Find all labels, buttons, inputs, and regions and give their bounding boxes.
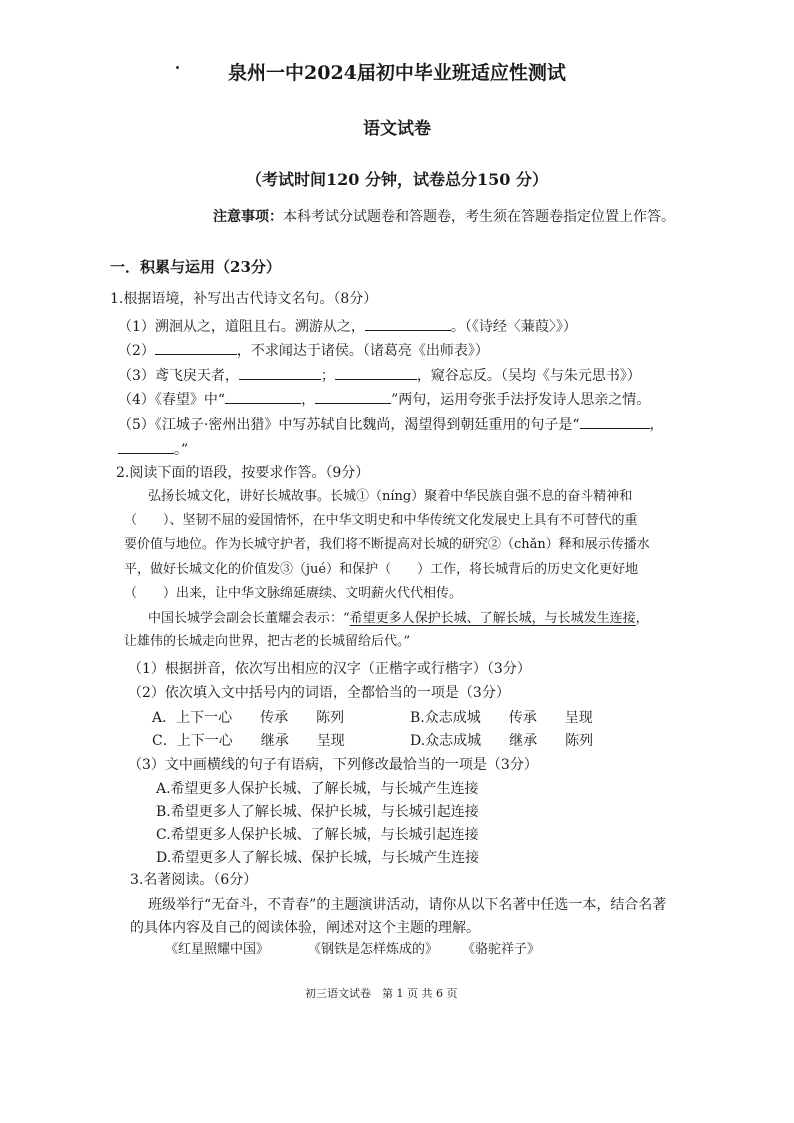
q2-passage-line: 要价值与地位。作为长城守护者，我们将不断提高对长城的研究②（chǎn）释和展示传播水 [124,537,650,552]
q1-line-3: （3）鸢飞戾天者， ； ，窥谷忘反。（吴均《与朱元思书》） [118,365,641,385]
q2-stem: 2.阅读下面的语段，按要求作答。（9分） [116,465,370,481]
q2-option-d: D.众志成城 继承 陈列 [410,733,594,749]
q2-sub3-option-b: B.希望更多人了解长城、保护长城，与长城引起连接 [156,804,479,820]
q2-option-b: B.众志成城 传承 呈现 [410,710,593,726]
answer-blank[interactable] [335,365,417,380]
q2-sub3-option-c: C.希望更多人保护长城、了解长城，与长城引起连接 [156,827,479,843]
answer-blank[interactable] [365,316,451,331]
answer-blank[interactable] [315,389,391,404]
q2-sub3-option-a: A.希望更多人保护长城、了解长城，与长城产生连接 [156,781,479,797]
answer-blank[interactable] [225,389,301,404]
exam-subtitle: 语文试卷 [363,119,431,139]
answer-blank[interactable] [118,439,174,454]
notice [213,208,675,226]
q1-line-2: （2） ，不求闻达于诸侯。（诸葛亮《出师表》） [118,340,489,360]
answer-blank[interactable] [580,414,650,429]
underlined-sentence: 希望更多人保护长城、了解长城，与长城发生连接 [349,611,636,626]
page-footer: 初三语文试卷 第 1 页 共 6 页 [305,987,458,1000]
book-option-2: 《钢铁是怎样炼成的》 [308,942,439,957]
q2-passage-line: （ ）出来，让中华文脉绵延赓续、文明薪火代代相传。 [124,586,463,601]
q1-line-6: 。” [118,439,188,459]
q1-line-5: （5）《江城子·密州出猎》中写苏轼自比魏尚，渴望得到朝廷重用的句子是“ ， [118,414,664,434]
q2-sub3-option-d: D.希望更多人了解长城、保护长城，与长城产生连接 [156,850,480,866]
answer-blank[interactable] [239,365,321,380]
q2-sub-1: （1）根据拼音，依次写出相应的汉字（正楷字或行楷字）（3分） [128,661,531,677]
book-option-1: 《红星照耀中国》 [165,942,270,957]
answer-blank[interactable] [155,340,237,355]
q1-stem: 1.根据语境，补写出古代诗文名句。（8分） [110,291,378,307]
exam-title: 泉州一中2024届初中毕业班适应性测试 [228,62,566,84]
book-option-3: 《骆驼祥子》 [462,942,541,957]
q2-option-a: A．上下一心 传承 陈列 [152,710,345,726]
q2-passage-line: 平，做好长城文化的价值发③（jué）和保护（ ）工作，将长城背后的历史文化更好地 [124,562,639,577]
q2-passage-line: 弘扬长城文化，讲好长城故事。长城①（níng）聚着中华民族自强不息的奋斗精神和 [148,489,633,504]
notice-label: 注意事项： [213,209,283,225]
q2-passage-line: （ ）、坚韧不屈的爱国情怀，在中华文明史和中华传统文化发展史上具有不可替代的重 [124,513,638,528]
q2-option-c: C．上下一心 继承 呈现 [152,733,345,749]
q3-stem: 3.名著阅读。（6分） [130,872,258,888]
q2-sub-3: （3）文中画横线的句子有语病，下列修改最恰当的一项是（3分） [128,757,538,773]
q2-quote-line: 中国长城学会副会长董耀会表示：“希望更多人保护长城、了解长城，与长城发生连接， [148,611,649,626]
q1-line-1: （1）溯洄从之，道阻且右。溯游从之， 。（《诗经〈蒹葭〉》） [118,316,577,336]
section-heading: 一．积累与运用（23分） [110,258,281,276]
exam-time-info: （考试时间120 分钟，试卷总分150 分） [246,170,548,189]
q2-sub-2: （2）依次填入文中括号内的词语，全都恰当的一项是（3分） [128,685,510,701]
notice-text: 本科考试分试题卷和答题卷，考生须在答题卷指定位置上作答。 [283,209,675,225]
q3-text-line: 班级举行“无奋斗，不青春”的主题演讲活动，请你从以下名著中任选一本，结合名著 [148,897,667,913]
q3-text-line: 的具体内容及自己的阅读体验，阐述对这个主题的理解。 [130,920,480,936]
q2-quote-line: 让雄伟的长城走向世界，把古老的长城留给后代。” [124,634,411,649]
q1-line-4: （4）《春望》中“ ， ”两句，运用夸张手法抒发诗人思亲之情。 [118,389,650,409]
